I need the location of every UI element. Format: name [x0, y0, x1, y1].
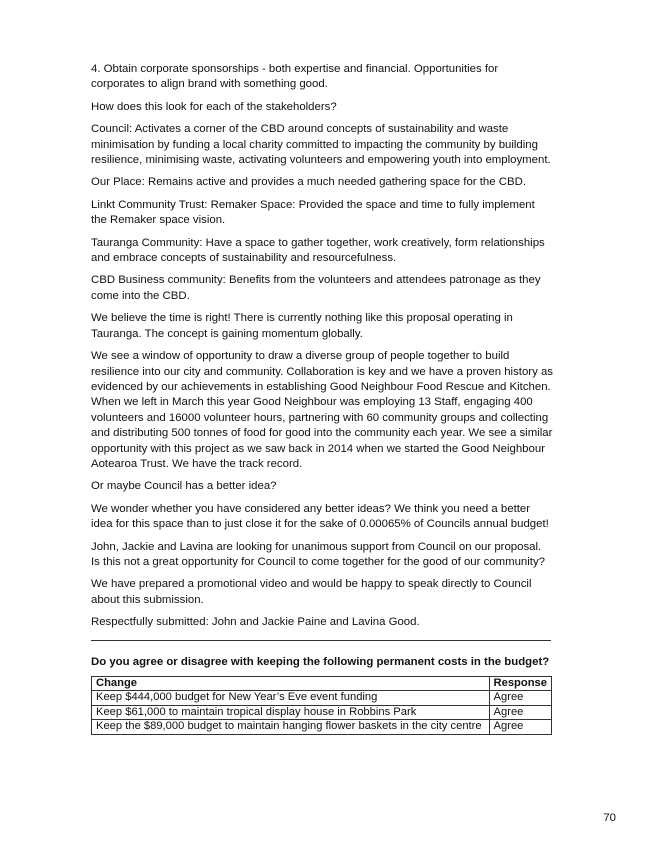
response-column-header: Response: [489, 677, 551, 691]
table-row: [92, 705, 552, 719]
response-cell: Agree: [489, 705, 551, 719]
section-divider: [91, 640, 551, 641]
paragraph: Or maybe Council has a better idea?: [91, 480, 277, 493]
response-cell: Agree: [489, 691, 551, 705]
paragraph: How does this look for each of the stakeholders?: [91, 100, 337, 113]
table-header-row: [92, 677, 552, 691]
change-cell: Keep $444,000 budget for New Year’s Eve event funding: [92, 691, 490, 705]
paragraph: Our Place: Remains active and provides a much needed gathering space for the CBD.: [91, 176, 526, 189]
budget-question: Do you agree or disagree with keeping the following permanent costs in the budget?: [91, 656, 550, 668]
submission-body: [91, 62, 553, 638]
change-cell: Keep $61,000 to maintain tropical display house in Robbins Park: [92, 705, 490, 719]
page-number: 70: [603, 812, 616, 824]
paragraph: Linkt Community Trust: Remaker Space: Provided the space and time to fully implement the Remaker space vision.: [91, 198, 535, 227]
paragraph: We have prepared a promotional video and would be happy to speak directly to Council about this submission.: [91, 578, 532, 606]
paragraph: CBD Business community: Benefits from the volunteers and attendees patronage as they come into the CBD.: [91, 274, 541, 302]
response-cell: Agree: [489, 720, 551, 734]
budget-response-table: [91, 676, 552, 735]
paragraph: We wonder whether you have considered any better ideas? We think you need a better idea for this space than to just close it for the sake of 0.00065% of Councils annual budget!: [91, 502, 549, 531]
paragraph: 4. Obtain corporate sponsorships - both expertise and financial. Opportunities for corporates to align brand with something good.: [91, 63, 499, 91]
table-row: [92, 691, 552, 705]
table-row: [92, 720, 552, 734]
paragraph: Council: Activates a corner of the CBD around concepts of sustainability and waste minimisation by funding a local charity committed to impacting the community by building resilience, minimising waste, activating volunteers and empowering youth into employment.: [91, 123, 551, 167]
paragraph: We believe the time is right! There is currently nothing like this proposal operating in Tauranga. The concept is gaining momentum globally.: [91, 312, 513, 340]
change-column-header: Change: [92, 677, 490, 691]
paragraph: We see a window of opportunity to draw a diverse group of people together to build resilience into our city and community. Collaboration is key and we have a proven history as evidenced by our achievements in establishing Good Neighbour Food Rescue and Kitchen. When we left in March this year Good Neighbour was employing 13 Staff, engaging 400 volunteers and 16000 volunteer hours, partnering with 60 community groups and collecting and distributing 500 tonnes of food for good into the community each year. We see a similar opportunity with this project as we saw back in 2014 when we started the Good Neighbour Aotearoa Trust. We have the track record.: [91, 350, 553, 470]
change-cell: Keep the $89,000 budget to maintain hanging flower baskets in the city centre: [92, 720, 490, 734]
paragraph: Tauranga Community: Have a space to gather together, work creatively, form relationships and embrace concepts of sustainability and resourcefulness.: [91, 236, 545, 265]
paragraph: Respectfully submitted: John and Jackie Paine and Lavina Good.: [91, 616, 420, 629]
paragraph: John, Jackie and Lavina are looking for unanimous support from Council on our proposal. Is this not a great opportunity for Council to come together for the good of our community?: [91, 540, 545, 568]
